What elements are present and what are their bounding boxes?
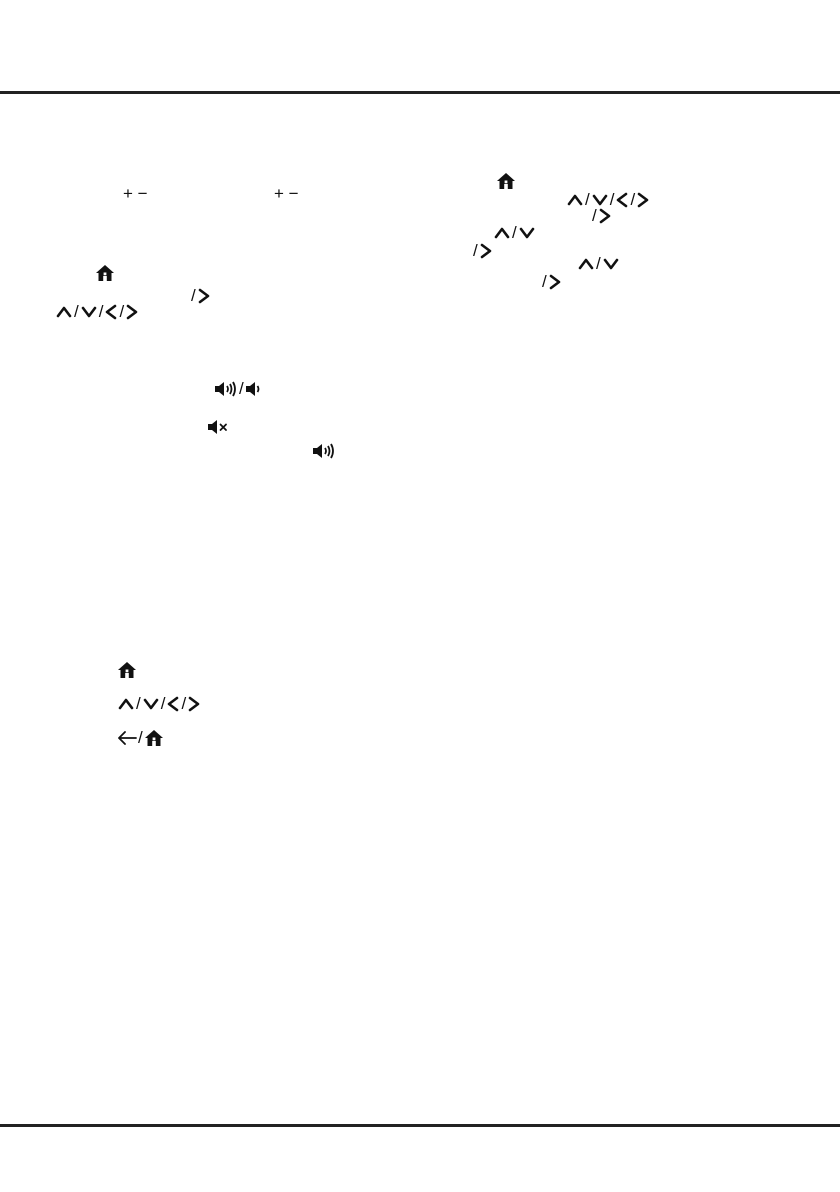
volume-up-icon [214,380,238,398]
volume-up-icon [312,440,336,462]
home-icon [144,728,164,748]
footer-rule [0,1124,840,1127]
direction-keys-symbol [55,301,139,323]
slash-separator: / [74,302,79,321]
home-icon [496,170,516,192]
back-icon [117,729,137,747]
home-icon [117,659,137,681]
slash-separator: / [512,223,517,242]
slash-separator: / [160,694,166,713]
slash-right-symbol [541,271,562,293]
slash-separator: / [239,379,244,398]
slash-right-symbol [190,285,211,307]
left-icon [615,191,629,209]
right-icon [548,273,562,291]
right-icon [636,191,650,209]
right-icon [187,695,201,713]
plus-minus-symbol: + − [123,184,148,203]
slash-right-symbol [591,205,612,227]
volume-down-icon [245,380,261,398]
up-down-keys-symbol [493,222,536,244]
up-icon [55,303,73,321]
up-down-keys-symbol [577,253,620,275]
right-icon [197,287,211,305]
home-icon [95,262,115,284]
slash-separator: / [473,241,478,260]
slash-separator: / [585,190,590,209]
down-icon [142,695,160,713]
slash-separator: / [98,302,104,321]
slash-right-symbol [472,240,493,262]
left-icon [104,303,118,321]
up-icon [566,191,584,209]
up-icon [577,255,595,273]
slash-separator: / [138,728,143,747]
slash-separator: / [542,272,547,291]
slash-separator: / [119,302,125,321]
slash-separator: / [592,206,597,225]
right-icon [125,303,139,321]
up-icon [493,224,511,242]
plus-minus-symbol: + − [274,184,299,203]
mute-icon [207,416,229,438]
slash-separator: / [609,190,615,209]
back-home-symbol [117,727,164,749]
down-icon [602,255,620,273]
right-icon [479,242,493,260]
direction-keys-symbol [117,693,201,715]
down-icon [518,224,536,242]
slash-separator: / [191,286,196,305]
down-icon [80,303,98,321]
slash-separator: / [630,190,636,209]
up-icon [117,695,135,713]
header-rule [0,91,840,94]
volume-keys-symbol [214,378,261,400]
left-icon [166,695,180,713]
slash-separator: / [596,254,601,273]
right-icon [598,207,612,225]
slash-separator: / [136,694,141,713]
slash-separator: / [181,694,187,713]
